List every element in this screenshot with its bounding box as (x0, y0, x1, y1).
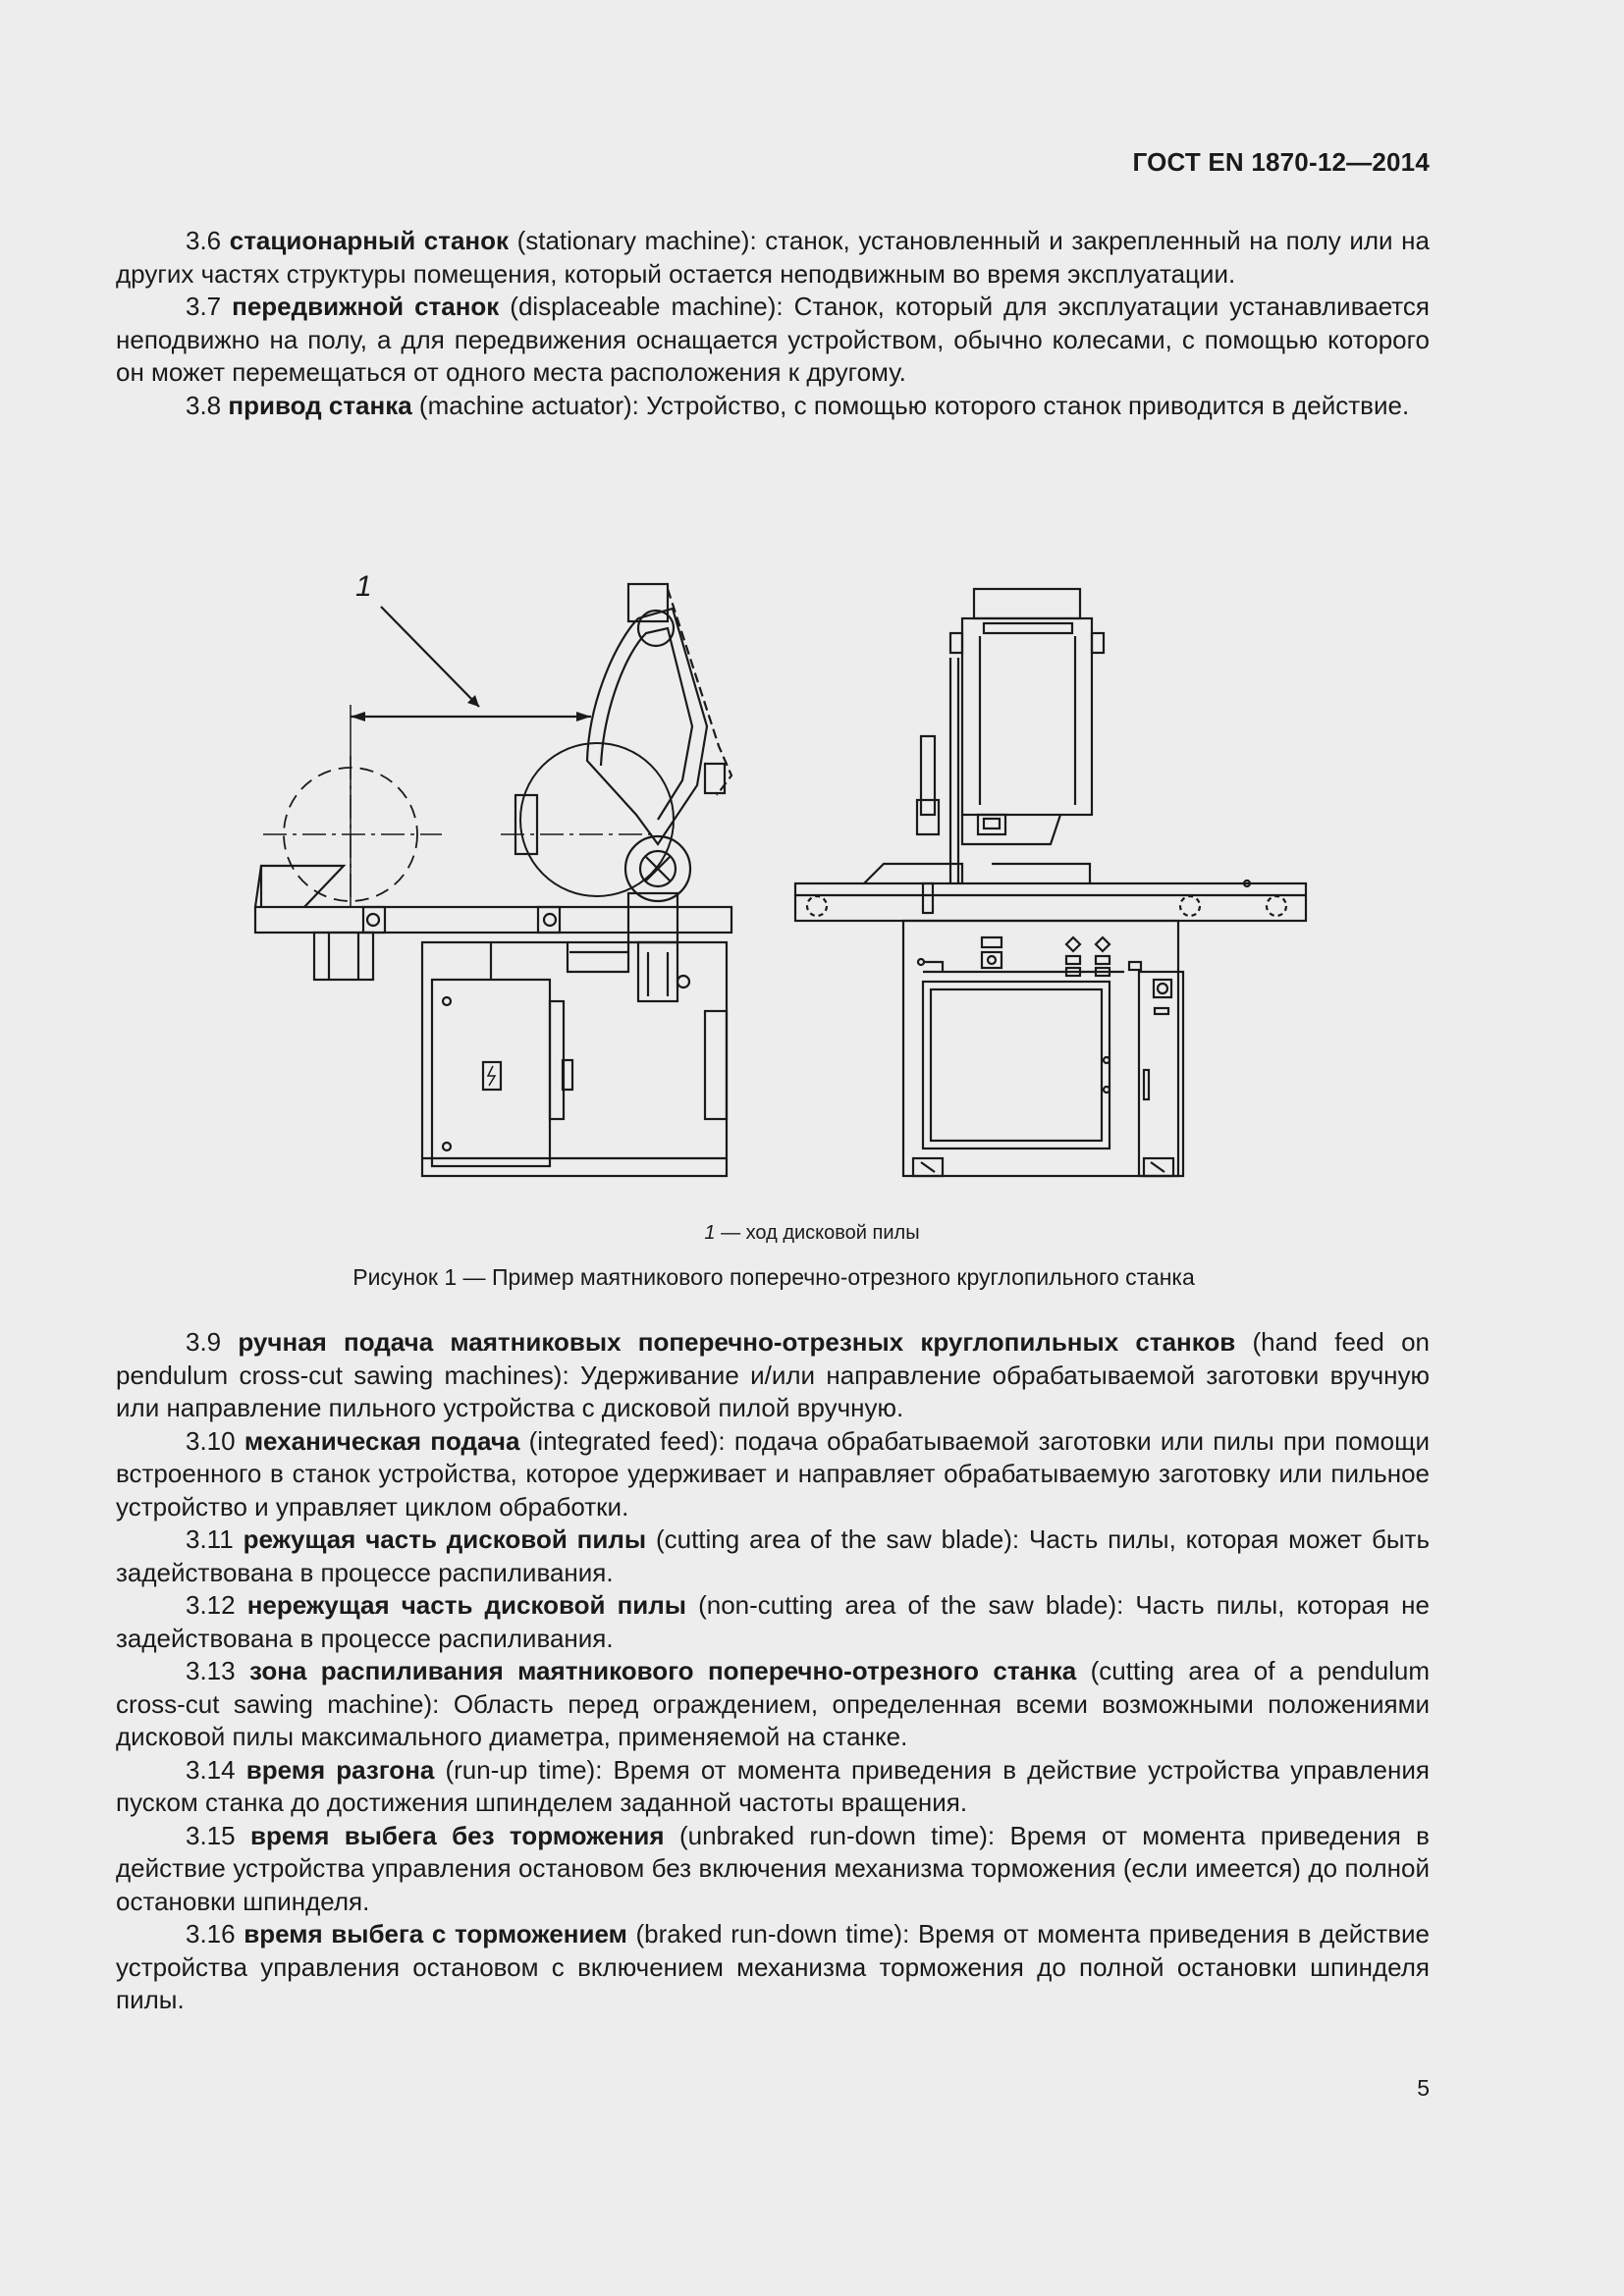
definition-term: время выбега без торможения (249, 1820, 665, 1850)
definition-number: 3.12 (186, 1590, 236, 1620)
definition-3-7 (116, 291, 1430, 390)
definition-text: (cutting area of the saw blade): Часть пилы, которая может быть задействована в процессе распиливания. (116, 1524, 1431, 1587)
side-view (255, 570, 731, 1176)
document-code-header: ГОСТ EN 1870-12—2014 (1132, 147, 1430, 177)
definition-text: (stationary machine): станок, установленный и закрепленный на полу или на других частях структуры помещения, который остается неподвижным во время эксплуатации. (116, 226, 1430, 289)
definition-text: (hand feed on pendulum cross-cut sawing machines): Удерживание и/или направление обрабатываемой заготовки вручную или направление пильного устройства с дисковой пилой вручную. (116, 1327, 1430, 1422)
definition-term: передвижной станок (232, 292, 500, 321)
definition-term: режущая часть дисковой пилы (243, 1524, 647, 1554)
definition-3-15 (116, 1820, 1430, 1919)
definition-number: 3.10 (186, 1425, 236, 1456)
definition-number: 3.11 (186, 1524, 234, 1554)
figure-legend (0, 1222, 1624, 1245)
definition-3-13 (116, 1655, 1430, 1754)
front-table (795, 883, 1306, 921)
callout-leader (381, 607, 479, 707)
definitions-top (116, 225, 1430, 422)
motor-housing (962, 618, 1092, 815)
front-view (795, 589, 1306, 1176)
definition-number: 3.14 (186, 1754, 236, 1785)
work-table (255, 907, 731, 933)
definition-text: (cutting area of a pendulum cross-cut sawing machine): Область перед ограждением, определенная всеми возможными положениями дисковой пилы максимального диаметра, применяемой на станке. (116, 1656, 1430, 1751)
definition-3-12 (116, 1589, 1430, 1655)
definition-3-11 (116, 1523, 1430, 1589)
machine-drawing (236, 550, 1326, 1178)
saw-machine-svg (236, 550, 1326, 1178)
definition-3-9 (116, 1326, 1430, 1425)
definition-number: 3.15 (186, 1820, 236, 1850)
definitions-bottom (116, 1326, 1430, 2017)
callout-number: 1 (355, 570, 372, 603)
electrical-box (432, 980, 550, 1166)
saw-blade-retracted (520, 743, 674, 896)
definition-3-6 (116, 225, 1430, 291)
figure-caption: Рисунок 1 — Пример маятникового поперечно-отрезного круглопильного станка (352, 1264, 1195, 1290)
definition-term: ручная подача маятниковых поперечно-отрезных круглопильных станков (238, 1327, 1236, 1357)
motor-top (974, 589, 1080, 618)
definition-text: (machine actuator): Устройство, с помощью которого станок приводится в действие. (411, 390, 1410, 420)
definition-3-14 (116, 1754, 1430, 1820)
definition-number: 3.13 (186, 1656, 236, 1685)
definition-number: 3.9 (186, 1327, 222, 1357)
definition-number: 3.8 (186, 390, 222, 420)
definition-text: (braked run-down time): Время от момента приведения в действие устройства управления остановом с включением механизма торможения до полной остановки шпинделя пилы. (116, 1919, 1430, 2014)
definition-3-8 (116, 390, 1430, 423)
definition-text: (non-cutting area of the saw blade): Часть пилы, которая не задействована в процессе распиливания. (116, 1590, 1430, 1653)
definition-term: время разгона (245, 1754, 435, 1785)
definition-3-10 (116, 1425, 1430, 1524)
page-number: 5 (1417, 2075, 1430, 2101)
definition-term: механическая подача (244, 1425, 520, 1456)
legend-number: 1 (704, 1222, 716, 1244)
definition-term: зона распиливания маятникового поперечно-отрезного станка (249, 1656, 1077, 1685)
definition-number: 3.6 (186, 226, 222, 255)
definition-number: 3.16 (186, 1919, 236, 1949)
definition-term: время выбега с торможением (244, 1919, 627, 1949)
definition-term: стационарный станок (229, 226, 509, 255)
legend-text: — ход дисковой пилы (715, 1222, 920, 1244)
definition-text: (displaceable machine): Станок, который для эксплуатации устанавливается неподвижно на полу, а для передвижения оснащается устройством, обычно колесами, с помощью которого он может перемещаться от одного места расположения к другому. (116, 292, 1430, 387)
definition-text: (run-up time): Время от момента приведения в действие устройства управления пуском станка до достижения шпинделем заданной частоты вращения. (116, 1754, 1430, 1817)
definition-text: (integrated feed): подача обрабатываемой заготовки или пилы при помощи встроенного в станок устройства, которое удерживает и направляет обрабатываемую заготовку или пильное устройство и управляет циклом обработки. (116, 1425, 1430, 1522)
definition-term: привод станка (228, 390, 412, 420)
definition-number: 3.7 (186, 292, 222, 321)
definition-term: нережущая часть дисковой пилы (246, 1590, 686, 1620)
definition-text: (unbraked run-down time): Время от момента приведения в действие устройства управления остановом без включения механизма торможения (если имеется) до полной остановки шпинделя. (116, 1820, 1430, 1916)
front-base (903, 921, 1178, 1176)
front-door (923, 982, 1110, 1148)
definition-3-16 (116, 1918, 1430, 2017)
